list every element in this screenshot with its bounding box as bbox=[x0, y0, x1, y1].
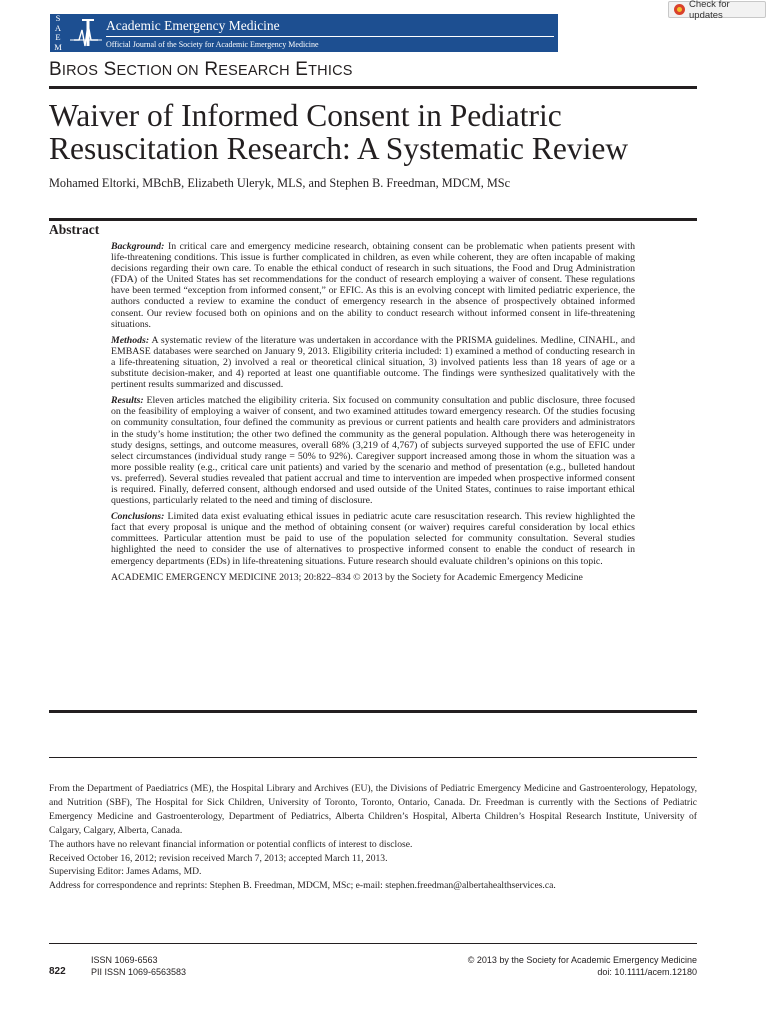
abstract-label: Conclusions: bbox=[111, 511, 165, 523]
abstract-heading: Abstract bbox=[49, 222, 100, 237]
section-initial: B bbox=[49, 59, 62, 80]
supervising-editor: Supervising Editor: James Adams, MD. bbox=[49, 866, 202, 878]
section-initial: R bbox=[204, 59, 219, 80]
abstract-text: A systematic review of the literature was undertaken in accordance with the PRISMA guidelines. Medline, CINAHL, and EMBASE databases were searched on January 9, 2013. Eligibility criteria included: 1) examined a method of conducting research in a life-threatening situation, 2) involved a real or theoretical clinical situation, 3) involved patients less than 18 years of age or a substitute decision-maker, and 4) reported at least one quantifiable outcome. The findings were synthesized qualitatively with the pertinent results summarized and discussed. bbox=[111, 334, 635, 391]
banner-divider bbox=[106, 36, 554, 37]
article-title: Waiver of Informed Consent in Pediatric Resuscitation Research: A Systematic Review bbox=[49, 98, 629, 166]
copyright-notice: © 2013 by the Society for Academic Emergency Medicine bbox=[467, 955, 697, 965]
crossmark-icon bbox=[674, 4, 685, 15]
abstract-text: In critical care and emergency medicine research, obtaining consent can be problematic when patients present with life-threatening conditions. This issue is further complicated in children, as even while coherent, they are often incapable of making decisions regarding their own care. To enable the ethical conduct of research in such situations, the Food and Drug Administration (FDA) of the United States has set recommendations for the conduct of research employing a waiver of consent. These regulations have been termed “exception from informed consent,” or EFIC. As this is an evolving concept with limited pediatric experience, the authors conducted a review to examine the conduct of emergency research in the absence of prospectively obtained informed consent. Our review focused both on opinions and on the ability to conduct research without informed consent in life-threatening situations. bbox=[111, 241, 635, 330]
abstract-label: Methods: bbox=[111, 334, 150, 346]
caduceus-pulse-icon bbox=[70, 16, 102, 50]
footnotes bbox=[49, 782, 697, 893]
saem-letter: E bbox=[55, 32, 61, 42]
section-initial: E bbox=[295, 59, 309, 80]
abstract-methods bbox=[111, 335, 635, 390]
section-word: ECTION ON bbox=[116, 63, 199, 79]
saem-logo bbox=[50, 14, 66, 52]
journal-subtitle: Official Journal of the Society for Academic Emergency Medicine bbox=[106, 40, 319, 49]
abstract-label: Results: bbox=[111, 395, 144, 407]
check-for-updates-label: Check for updates bbox=[689, 0, 730, 21]
author-list: Mohamed Eltorki, MBchB, Elizabeth Uleryk, MLS, and Stephen B. Freedman, MDCM, MSc bbox=[49, 176, 511, 190]
saem-letter: S bbox=[55, 13, 61, 23]
section-word: THICS bbox=[308, 63, 353, 79]
doi: doi: 10.1111/acem.12180 bbox=[597, 967, 697, 977]
page-number: 822 bbox=[49, 966, 66, 977]
correspondence-address: Address for correspondence and reprints: Stephen B. Freedman, MDCM, MSc; e-mail: stephen.freedman@albertahealthservices.ca. bbox=[49, 880, 556, 892]
section-rule bbox=[49, 86, 697, 89]
abstract-citation: ACADEMIC EMERGENCY MEDICINE 2013; 20:822–834 © 2013 by the Society for Academic Emergency Medicine bbox=[111, 571, 583, 583]
abstract-conclusions bbox=[111, 511, 635, 566]
section-word: IROS bbox=[61, 63, 99, 79]
received-dates: Received October 16, 2012; revision received March 7, 2013; accepted March 11, 2013. bbox=[49, 852, 388, 864]
disclosure-note: The authors have no relevant financial information or potential conflicts of interest to disclose. bbox=[49, 838, 413, 850]
check-for-updates-button[interactable] bbox=[668, 0, 766, 21]
abstract-label: Background: bbox=[111, 241, 165, 252]
abstract-text: Eleven articles matched the eligibility criteria. Six focused on community consultation and public disclosure, three focused on the feasibility of employing a waiver of consent, and two examined attitudes toward emergency research. Of the studies focusing on community consultation, four defined the community as previous or current patients and health care providers and administrators in the study’s home institution; the other two defined the community as the general population. Although there was heterogeneity in study designs, settings, and outcome measures, overall 68% (3,219 of 4,767) of subjects surveyed supported the use of EFIC under select circumstances (individual study range = 50% to 92%). Caregiver support increased among those in whom the situation was a more possible reality (e.g., critical care unit patients) and varied by the scenario and method of presentation (e.g., bulleted handout vs. preferred). Several studies revealed that patient accrual and time to intervention are impeded when prospective informed consent is required. Finally, deferred consent, although endorsed and used outside of the United States, continues to raise important ethical questions, particularly related to the need and timing of disclosure. bbox=[111, 395, 635, 507]
footer-rule bbox=[49, 943, 697, 944]
abstract-body bbox=[111, 241, 635, 583]
section-title bbox=[49, 59, 353, 81]
issn: ISSN 1069-6563 bbox=[91, 955, 158, 965]
abstract-text: Limited data exist evaluating ethical issues in pediatric acute care resuscitation research. This review highlighted the fact that every proposal is unique and the method of obtaining consent (or waiver) requires careful consideration by local ethics committees. Particular attention must be paid to use of the population selected for community consultation. Several studies highlighted the need to consider the use of alternatives to prospective informed consent to enable the conduct of research in emergency departments (EDs) in life-threatening situations. Future research should evaluate children’s opinions on this topic. bbox=[111, 511, 636, 567]
footnote-rule bbox=[49, 757, 697, 758]
abstract-top-rule bbox=[49, 218, 697, 221]
abstract-background bbox=[111, 241, 635, 330]
journal-name: Academic Emergency Medicine bbox=[106, 18, 280, 33]
section-initial: S bbox=[103, 59, 117, 80]
abstract-bottom-rule bbox=[49, 710, 697, 713]
section-word: ESEARCH bbox=[218, 63, 290, 79]
saem-letter: M bbox=[54, 41, 62, 52]
abstract-results bbox=[111, 395, 635, 506]
affiliation-note: From the Department of Paediatrics (ME), the Hospital Library and Archives (EU), the Divisions of Pediatric Emergency Medicine and Gastroenterology, Hepatology, and Nutrition (SBF), The Hospital for Sick Children, University of Toronto, Toronto, Ontario, Canada. Dr. Freedman is currently with the Sections of Pediatric Emergency Medicine and Gastroenterology, Department of Pediatrics, Alberta Children’s Hospital, Alberta Children’s Hospital Research Institute, University of Calgary, Calgary, Alberta, Canada. bbox=[49, 783, 697, 836]
saem-letter: A bbox=[54, 22, 62, 33]
pii-issn: PII ISSN 1069-6563583 bbox=[91, 967, 187, 977]
